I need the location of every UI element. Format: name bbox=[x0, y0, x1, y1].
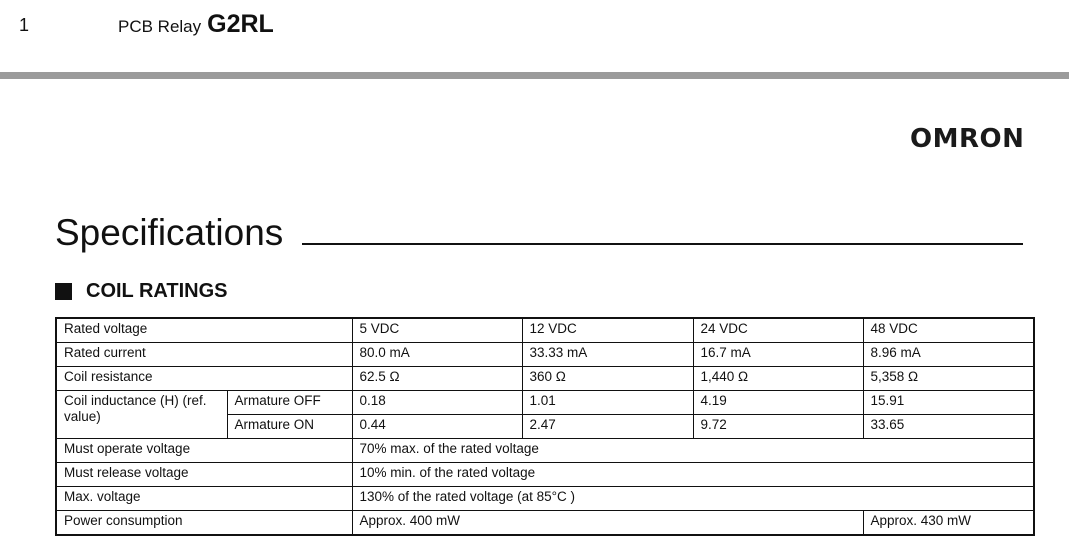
table-row-max-voltage bbox=[56, 487, 1034, 511]
table-cell: 9.72 bbox=[693, 415, 863, 439]
table-cell: 5 VDC bbox=[352, 318, 522, 343]
table-cell: 130% of the rated voltage (at 85°C ) bbox=[352, 487, 1034, 511]
table-cell: 1,440 Ω bbox=[693, 367, 863, 391]
row-label: Must release voltage bbox=[56, 463, 352, 487]
table-cell: 1.01 bbox=[522, 391, 693, 415]
table-cell: 70% max. of the rated voltage bbox=[352, 439, 1034, 463]
document-header bbox=[118, 10, 274, 39]
sub-row-label: Armature ON bbox=[227, 415, 352, 439]
table-cell: Approx. 430 mW bbox=[863, 511, 1034, 536]
table-row-rated-current bbox=[56, 343, 1034, 367]
row-label: Max. voltage bbox=[56, 487, 352, 511]
subsection-title: COIL RATINGS bbox=[86, 280, 228, 302]
table-cell: 33.33 mA bbox=[522, 343, 693, 367]
table-cell: 0.44 bbox=[352, 415, 522, 439]
row-label: Power consumption bbox=[56, 511, 352, 536]
sub-row-label: Armature OFF bbox=[227, 391, 352, 415]
table-cell: 12 VDC bbox=[522, 318, 693, 343]
subsection-heading bbox=[55, 280, 227, 303]
table-cell: 4.19 bbox=[693, 391, 863, 415]
square-bullet-icon bbox=[55, 283, 72, 300]
table-cell: 80.0 mA bbox=[352, 343, 522, 367]
table-cell: 2.47 bbox=[522, 415, 693, 439]
table-cell: 16.7 mA bbox=[693, 343, 863, 367]
table-row-coil-resistance bbox=[56, 367, 1034, 391]
table-cell: 8.96 mA bbox=[863, 343, 1034, 367]
omron-logo: OMRON bbox=[910, 124, 1025, 154]
table-row-power-consumption bbox=[56, 511, 1034, 536]
table-row-must-operate-voltage bbox=[56, 439, 1034, 463]
row-label: Must operate voltage bbox=[56, 439, 352, 463]
table-cell: 10% min. of the rated voltage bbox=[352, 463, 1034, 487]
row-label: Rated current bbox=[56, 343, 352, 367]
table-cell: 0.18 bbox=[352, 391, 522, 415]
table-cell: 15.91 bbox=[863, 391, 1034, 415]
table-cell: 48 VDC bbox=[863, 318, 1034, 343]
page-number: 1 bbox=[19, 15, 30, 35]
coil-ratings-table bbox=[55, 317, 1035, 536]
product-model: G2RL bbox=[207, 10, 274, 38]
table-cell: 360 Ω bbox=[522, 367, 693, 391]
table-cell: 24 VDC bbox=[693, 318, 863, 343]
table-row-rated-voltage bbox=[56, 318, 1034, 343]
row-label: Coil resistance bbox=[56, 367, 352, 391]
table-cell: 5,358 Ω bbox=[863, 367, 1034, 391]
table-row-coil-inductance-off bbox=[56, 391, 1034, 415]
product-type: PCB Relay bbox=[118, 17, 202, 36]
table-cell: Approx. 400 mW bbox=[352, 511, 863, 536]
row-label: Rated voltage bbox=[56, 318, 352, 343]
header-divider bbox=[0, 72, 1069, 79]
section-title: Specifications bbox=[55, 212, 284, 253]
table-cell: 62.5 Ω bbox=[352, 367, 522, 391]
section-title-underline bbox=[302, 243, 1023, 245]
row-label: Coil inductance (H) (ref. value) bbox=[56, 391, 227, 439]
table-cell: 33.65 bbox=[863, 415, 1034, 439]
table-row-must-release-voltage bbox=[56, 463, 1034, 487]
